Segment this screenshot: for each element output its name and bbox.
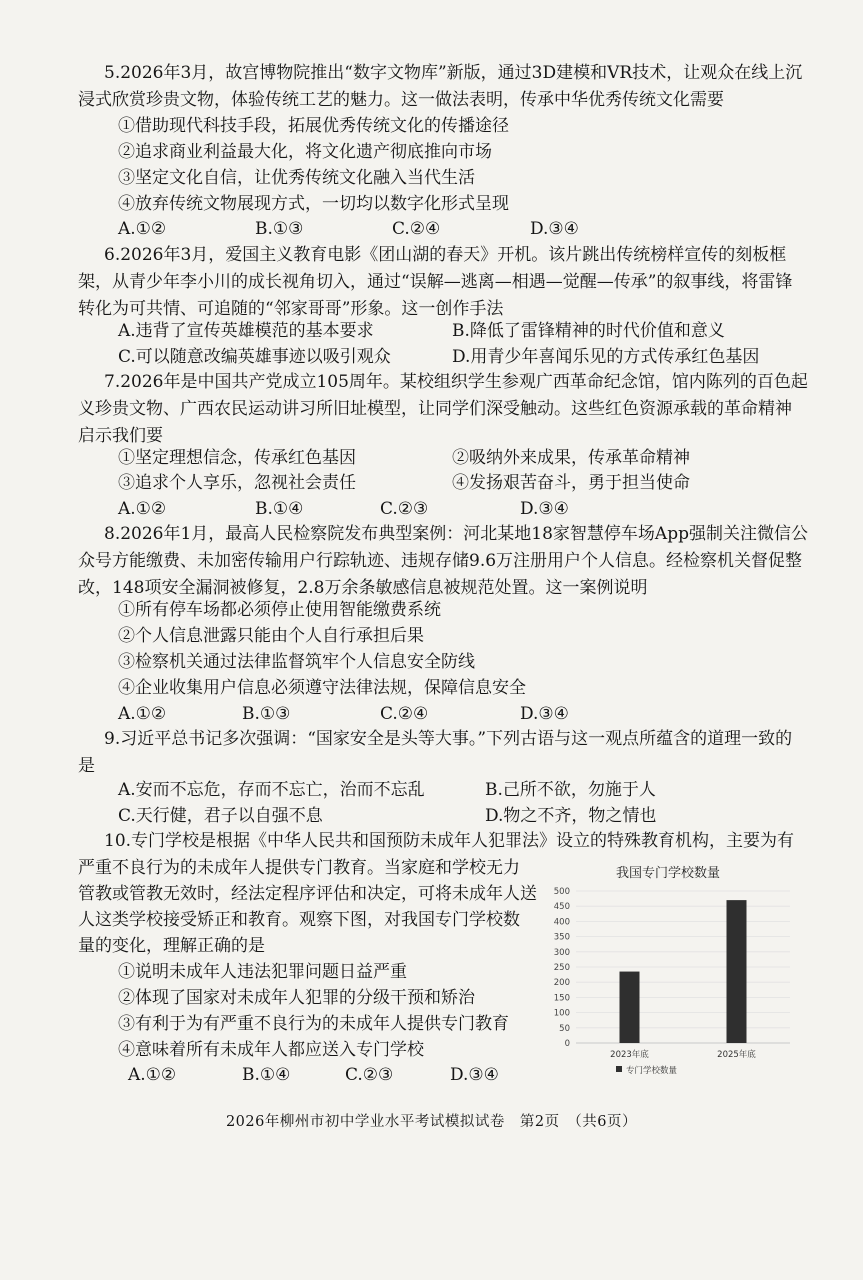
q6-choice-a: A.违背了宣传英雄模范的基本要求: [118, 321, 374, 341]
q9-choice-d: D.物之不齐，物之情也: [485, 806, 657, 826]
q7-item-1: ①坚定理想信念，传承红色基因: [118, 448, 356, 468]
q5-choice-a: A.①②: [118, 219, 167, 239]
q8-item-3: ③检察机关通过法律监督筑牢个人信息安全防线: [118, 652, 475, 672]
q10-choice-b: B.①④: [242, 1065, 291, 1085]
q7-item-4: ④发扬艰苦奋斗，勇于担当使命: [452, 473, 690, 493]
q7-item-2: ②吸纳外来成果，传承革命精神: [452, 448, 690, 468]
q5-item-3: ③坚定文化自信，让优秀传统文化融入当代生活: [118, 168, 475, 188]
school-count-bar-chart: [528, 853, 798, 1083]
q5-item-4: ④放弃传统文物展现方式，一切均以数字化形式呈现: [118, 194, 509, 214]
y-tick-label: 500: [553, 887, 570, 897]
q7-item-3: ③追求个人享乐，忽视社会责任: [118, 473, 356, 493]
q9-choice-a: A.安而不忘危，存而不忘亡，治而不忘乱: [118, 780, 425, 800]
q9-choice-c: C.天行健，君子以自强不息: [118, 806, 323, 826]
q5-choice-c: C.②④: [392, 219, 441, 239]
q10-stem-line1: 10.专门学校是根据《中华人民共和国预防未成年人犯罪法》设立的特殊教育机构，主要为有: [104, 831, 795, 851]
q7-stem: 7.2026年是中国共产党成立105周年。某校组织学生参观广西革命纪念馆，馆内陈列的百色起义珍贵文物、广西农民运动讲习所旧址模型，让同学们深受触动。这些红色资源承载的革命精神启示我们要: [78, 372, 808, 446]
q9-choice-b: B.己所不欲，勿施于人: [485, 780, 656, 800]
q8-choice-d: D.③④: [520, 704, 569, 724]
q7-choice-d: D.③④: [520, 499, 569, 519]
q10-item-4: ④意味着所有未成年人都应送入专门学校: [118, 1040, 424, 1060]
q8-item-2: ②个人信息泄露只能由个人自行承担后果: [118, 626, 424, 646]
q8-choice-c: C.②④: [380, 704, 429, 724]
chart-gridlines: [576, 891, 790, 1043]
q8-stem: 8.2026年1月，最高人民检察院发布典型案例：河北某地18家智慧停车场App强制关注微信公众号方能缴费、未加密传输用户行踪轨迹、违规存储9.6万注册用户个人信息。经检察机关督促整改，148项安全漏洞被修复，2.8万余条敏感信息被规范处置。这一案例说明: [78, 524, 808, 598]
q5-item-1: ①借助现代科技手段，拓展优秀传统文化的传播途径: [118, 116, 509, 136]
y-tick-label: 300: [553, 947, 570, 958]
q7-choice-a: A.①②: [118, 499, 167, 519]
bar-1: [620, 972, 640, 1043]
q7-choice-b: B.①④: [255, 499, 304, 519]
q10-stem-line2: 严重不良行为的未成年人提供专门教育。当家庭和学校无力: [78, 858, 520, 878]
q8-choice-b: B.①③: [242, 704, 291, 724]
x-tick-label: 2023年底: [610, 1050, 649, 1060]
q10-stem-line5: 量的变化，理解正确的是: [78, 936, 265, 956]
q5-item-2: ②追求商业利益最大化，将文化遗产彻底推向市场: [118, 142, 492, 162]
q5-choice-d: D.③④: [530, 219, 579, 239]
q7-choice-c: C.②③: [380, 499, 429, 519]
chart-y-tick-labels: [554, 887, 570, 1049]
q10-choice-d: D.③④: [450, 1065, 499, 1085]
bar-2: [727, 900, 747, 1043]
y-tick-label: 250: [553, 963, 570, 973]
y-tick-label: 450: [553, 902, 570, 913]
y-tick-label: 150: [553, 993, 570, 1004]
y-tick-label: 0: [564, 1039, 570, 1049]
q9-stem: 9.习近平总书记多次强调：“国家安全是头等大事。”下列古语与这一观点所蕴含的道理一致的是: [78, 729, 793, 776]
q10-choice-c: C.②③: [345, 1065, 394, 1085]
q10-item-2: ②体现了国家对未成年人犯罪的分级干预和矫治: [118, 988, 475, 1008]
q10-item-1: ①说明未成年人违法犯罪问题日益严重: [118, 962, 407, 982]
y-tick-label: 50: [559, 1023, 570, 1034]
q6-choice-c: C.可以随意改编英雄事迹以吸引观众: [118, 347, 391, 367]
q10-stem-line3: 管教或管教无效时，经法定程序评估和决定，可将未成年人送: [78, 884, 537, 904]
legend-swatch: [616, 1066, 622, 1072]
q8-item-4: ④企业收集用户信息必须遵守法律法规，保障信息安全: [118, 678, 526, 698]
q6-choice-d: D.用青少年喜闻乐见的方式传承红色基因: [452, 347, 760, 367]
q10-choice-a: A.①②: [128, 1065, 177, 1085]
y-tick-label: 100: [553, 1008, 570, 1019]
q10-item-3: ③有利于为有严重不良行为的未成年人提供专门教育: [118, 1014, 509, 1034]
legend-label: 专门学校数量: [626, 1066, 678, 1076]
y-tick-label: 350: [553, 932, 570, 943]
q5-stem: 5.2026年3月，故宫博物院推出“数字文物库”新版，通过3D建模和VR技术，让观众在线上沉浸式欣赏珍贵文物，体验传统工艺的魅力。这一做法表明，传承中华优秀传统文化需要: [78, 63, 803, 110]
q6-choice-b: B.降低了雷锋精神的时代价值和意义: [452, 321, 725, 341]
chart-x-tick-labels: [610, 1049, 756, 1060]
page-footer: 2026年柳州市初中学业水平考试模拟试卷 第2页 （共6页）: [225, 1114, 638, 1130]
chart-title: 我国专门学校数量: [615, 866, 721, 881]
y-tick-label: 400: [553, 917, 570, 928]
q8-item-1: ①所有停车场都必须停止使用智能缴费系统: [118, 600, 441, 620]
q8-choice-a: A.①②: [118, 704, 167, 724]
q10-stem-line4: 人这类学校接受矫正和教育。观察下图，对我国专门学校数: [78, 910, 520, 930]
q5-choice-b: B.①③: [255, 219, 304, 239]
q6-stem: 6.2026年3月，爱国主义教育电影《团山湖的春天》开机。该片跳出传统榜样宣传的刻板框架，从青少年李小川的成长视角切入，通过“误解—逃离—相遇—觉醒—传承”的叙事线，将雷锋转化为可共情、可追随的“邻家哥哥”形象。这一创作手法: [78, 245, 793, 319]
y-tick-label: 200: [553, 978, 570, 989]
x-tick-label: 2025年底: [717, 1050, 756, 1060]
